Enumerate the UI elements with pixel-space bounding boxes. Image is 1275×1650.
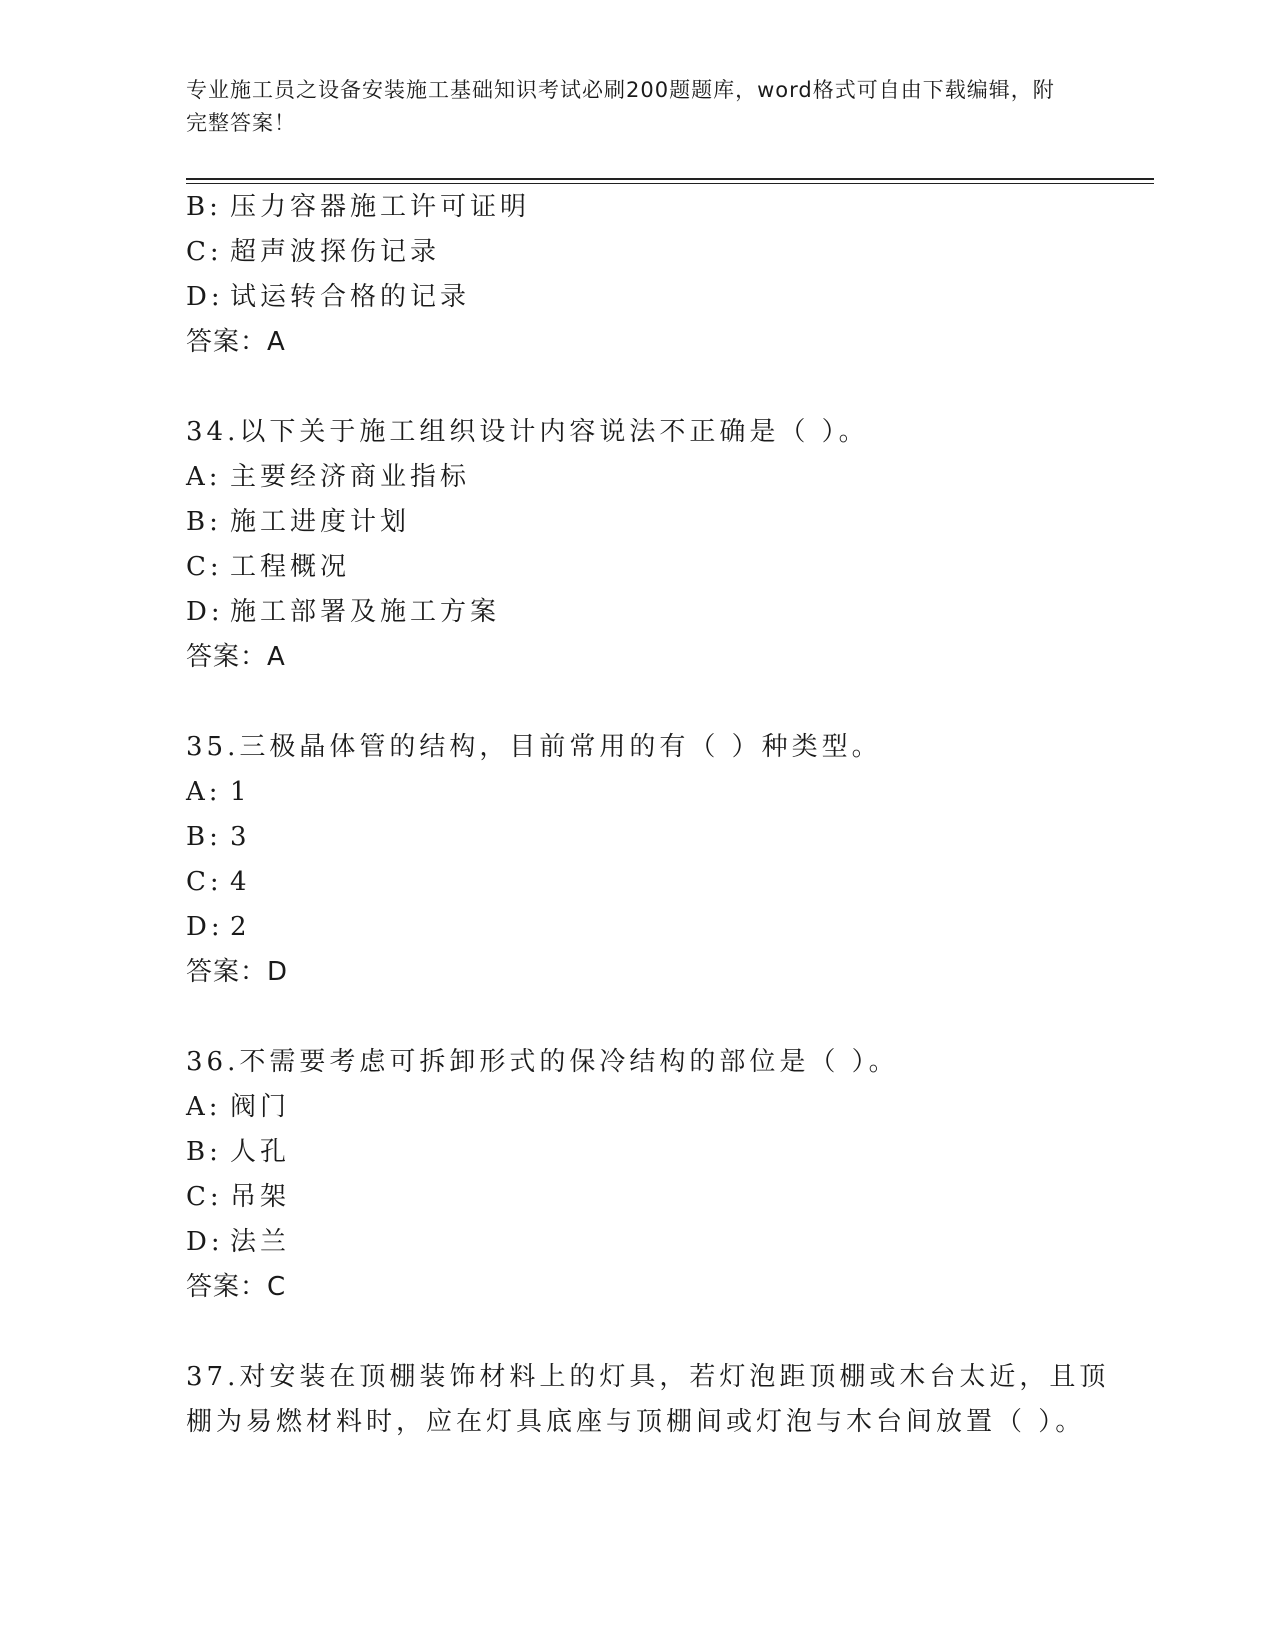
option-text: 压力容器施工许可证明 bbox=[230, 192, 531, 222]
question-stem-line-2: 棚为易燃材料时，应在灯具底座与顶棚间或灯泡与木台间放置（ ）。 bbox=[186, 1407, 1086, 1437]
option-row bbox=[186, 507, 410, 537]
option-label: D: bbox=[186, 912, 224, 942]
answer-line: 答案：A bbox=[186, 327, 286, 357]
option-label: B: bbox=[186, 822, 222, 852]
option-label: D: bbox=[186, 1227, 224, 1257]
option-row bbox=[186, 462, 470, 492]
option-row bbox=[186, 1137, 290, 1167]
option-label: C: bbox=[186, 867, 223, 897]
option-text: 人孔 bbox=[230, 1137, 291, 1167]
option-label: B: bbox=[186, 192, 222, 222]
header-divider bbox=[186, 178, 1154, 180]
option-label: A: bbox=[186, 1092, 222, 1122]
question-stem: 34.以下关于施工组织设计内容说法不正确是（ ）。 bbox=[186, 417, 869, 447]
answer-line: 答案：D bbox=[186, 957, 289, 987]
option-text: 工程概况 bbox=[230, 552, 351, 582]
question-stem-line-1: 37.对安装在顶棚装饰材料上的灯具，若灯泡距顶棚或木台太近，且顶 bbox=[186, 1362, 1110, 1392]
option-row bbox=[186, 192, 530, 222]
option-row bbox=[186, 1227, 290, 1257]
option-row bbox=[186, 1182, 290, 1212]
question-stem: 35.三极晶体管的结构，目前常用的有（ ）种类型。 bbox=[186, 732, 882, 762]
option-text: 施工进度计划 bbox=[230, 507, 411, 537]
option-label: B: bbox=[186, 507, 222, 537]
option-row bbox=[186, 912, 251, 942]
answer-line: 答案：A bbox=[186, 642, 286, 672]
option-row bbox=[186, 237, 440, 267]
option-label: A: bbox=[186, 777, 222, 807]
option-row bbox=[186, 777, 251, 807]
option-text: 试运转合格的记录 bbox=[230, 282, 471, 312]
option-label: C: bbox=[186, 237, 223, 267]
option-row bbox=[186, 597, 500, 627]
option-row bbox=[186, 552, 350, 582]
option-text: 法兰 bbox=[230, 1227, 291, 1257]
option-text: 施工部署及施工方案 bbox=[230, 597, 501, 627]
option-row bbox=[186, 822, 251, 852]
header-divider-thin bbox=[186, 183, 1154, 184]
option-label: D: bbox=[186, 597, 224, 627]
option-label: C: bbox=[186, 1182, 223, 1212]
question-stem: 36.不需要考虑可拆卸形式的保冷结构的部位是（ ）。 bbox=[186, 1047, 899, 1077]
option-text: 吊架 bbox=[230, 1182, 291, 1212]
option-label: C: bbox=[186, 552, 223, 582]
option-row bbox=[186, 867, 251, 897]
option-label: B: bbox=[186, 1137, 222, 1167]
option-label: A: bbox=[186, 462, 222, 492]
option-text: 超声波探伤记录 bbox=[230, 237, 441, 267]
option-label: D: bbox=[186, 282, 224, 312]
option-text: 主要经济商业指标 bbox=[230, 462, 471, 492]
page-header: 专业施工员之设备安装施工基础知识考试必刷200题题库，word格式可自由下载编辑，附完整答案！ bbox=[186, 78, 1055, 135]
answer-line: 答案：C bbox=[186, 1272, 287, 1302]
option-text: 1 bbox=[230, 777, 251, 807]
option-text: 3 bbox=[230, 822, 251, 852]
option-text: 2 bbox=[230, 912, 251, 942]
option-row bbox=[186, 282, 470, 312]
option-row bbox=[186, 1092, 290, 1122]
option-text: 4 bbox=[230, 867, 251, 897]
option-text: 阀门 bbox=[230, 1092, 291, 1122]
